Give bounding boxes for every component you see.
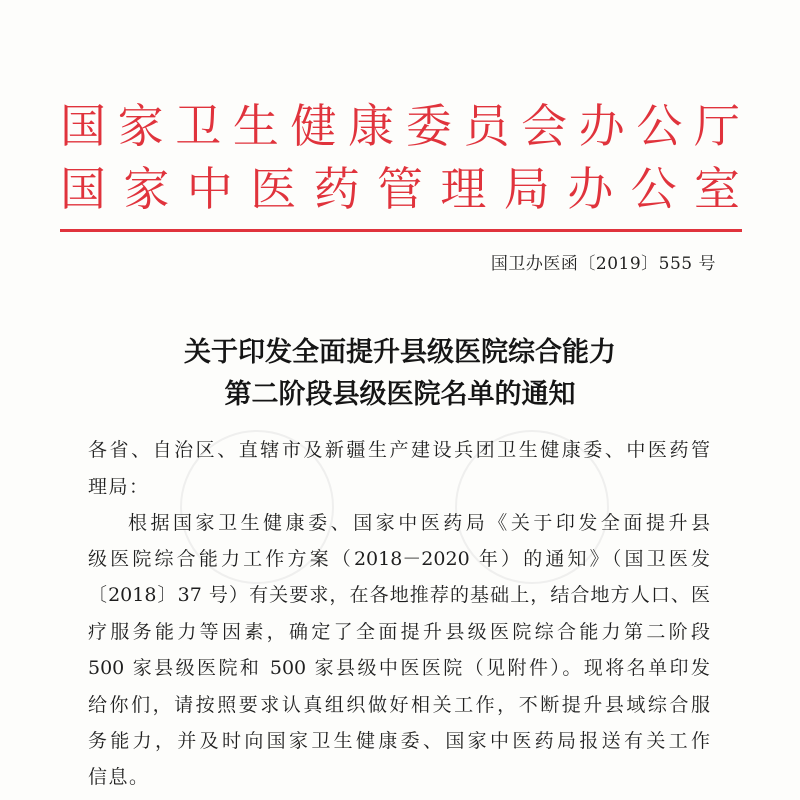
body-line-8: 给你们，请按照要求认真组织做好相关工作，不断提升县域综合服 xyxy=(88,694,710,716)
body-line-4: 级医院综合能力工作方案（2018－2020 年）的通知》（国卫医发 xyxy=(88,548,710,570)
body-line-6: 疗服务能力等因素，确定了全面提升县级医院综合能力第二阶段 xyxy=(88,621,710,643)
body-line-3: 根据国家卫生健康委、国家中医药局《关于印发全面提升县 xyxy=(128,512,710,534)
document-title-line-1: 关于印发全面提升县级医院综合能力 xyxy=(184,337,616,368)
document-number: 国卫办医函〔2019〕555 号 xyxy=(490,254,716,274)
body-line-5: 〔2018〕37 号）有关要求，在各地推荐的基础上，结合地方人口、医 xyxy=(88,584,710,606)
body-line-7: 500 家县级医院和 500 家县级中医医院（见附件）。现将名单印发 xyxy=(88,657,710,679)
body-line-10: 信息。 xyxy=(88,766,150,788)
body-line-1: 各省、自治区、直辖市及新疆生产建设兵团卫生健康委、中医药管 xyxy=(88,439,710,461)
issuer-line-1: 国家卫生健康委员会办公厅 xyxy=(60,99,740,153)
document-title-line-2: 第二阶段县级医院名单的通知 xyxy=(224,379,576,410)
issuer-line-2: 国家中医药管理局办公室 xyxy=(60,162,740,216)
body-line-9: 务能力，并及时向国家卫生健康委、国家中医药局报送有关工作 xyxy=(88,730,710,752)
body-line-2: 理局： xyxy=(88,476,150,498)
letterhead-red-rule xyxy=(60,229,742,232)
